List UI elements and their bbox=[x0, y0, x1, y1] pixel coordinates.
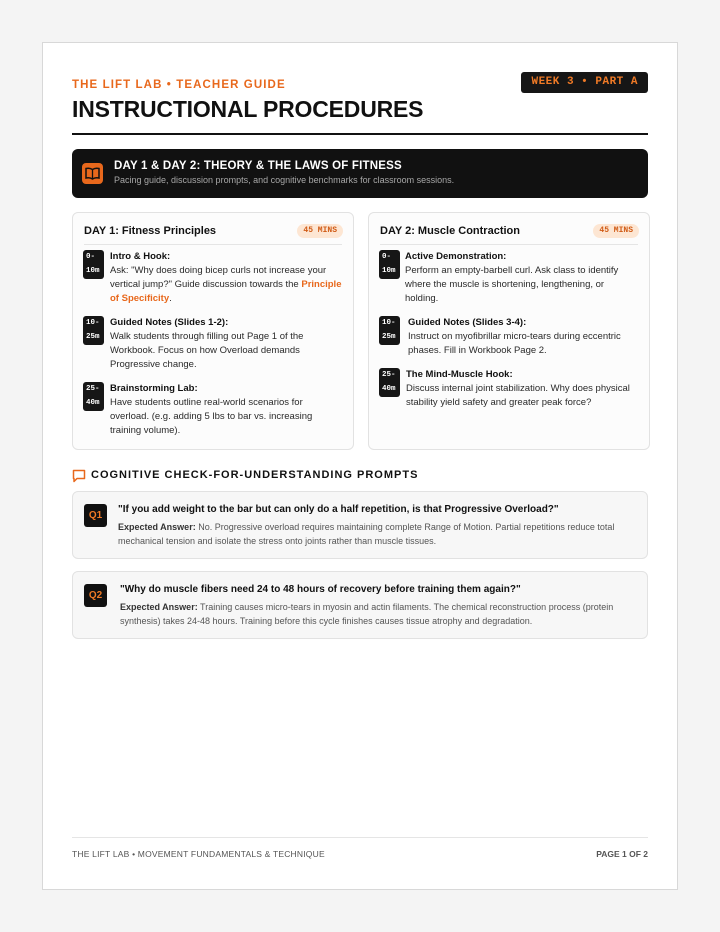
question-card bbox=[72, 491, 648, 559]
answer-text: No. Progressive overload requires maintaining complete Range of Motion. Partial repetitions reduce total mechanical tension and isolate the stress onto joints rather than muscle tissues. bbox=[118, 522, 615, 546]
time-end: 10m bbox=[86, 266, 100, 275]
time-chip bbox=[379, 316, 400, 345]
day-divider bbox=[84, 244, 342, 245]
footer-course-name: THE LIFT LAB • MOVEMENT FUNDAMENTALS & TECHNIQUE bbox=[72, 849, 325, 859]
page-title: INSTRUCTIONAL PROCEDURES bbox=[72, 96, 424, 122]
book-icon bbox=[82, 163, 103, 184]
step-item bbox=[379, 250, 639, 306]
time-start: 10- bbox=[86, 319, 100, 327]
step-body bbox=[406, 368, 639, 410]
answer-text: Training causes micro-tears in myosin and actin filaments. The chemical reconstruction process (protein synthesis) takes 24-48 hours. Training before this cycle finishes causes tissue atrophy and degradation. bbox=[120, 602, 614, 626]
banner-subtitle: Pacing guide, discussion prompts, and cognitive benchmarks for classroom sessions. bbox=[114, 175, 455, 185]
step-text: Instruct on myofibrillar micro-tears during eccentric phases. Fill in Workbook Page 2. bbox=[408, 331, 621, 356]
question-text: "Why do muscle fibers need 24 to 48 hours of recovery before training them again?" bbox=[120, 584, 521, 595]
chat-bubble-icon bbox=[72, 469, 86, 483]
expected-answer bbox=[120, 601, 637, 628]
time-start: 0- bbox=[86, 253, 96, 261]
step-item bbox=[379, 316, 639, 360]
step-body bbox=[408, 316, 639, 358]
step-item bbox=[83, 382, 343, 440]
time-end: 40m bbox=[382, 384, 396, 393]
time-start: 10- bbox=[382, 319, 396, 327]
cfu-section-title: COGNITIVE CHECK-FOR-UNDERSTANDING PROMPTS bbox=[91, 469, 419, 481]
time-end: 10m bbox=[382, 266, 396, 275]
page-number: PAGE 1 OF 2 bbox=[596, 849, 648, 859]
duration-badge: 45 MINS bbox=[297, 224, 343, 238]
step-title: Brainstorming Lab: bbox=[110, 383, 198, 394]
step-body bbox=[110, 250, 343, 306]
step-text bbox=[110, 264, 343, 306]
step-body bbox=[405, 250, 639, 306]
step-title: Intro & Hook: bbox=[110, 251, 171, 262]
step-item bbox=[83, 250, 343, 306]
step-title: Guided Notes (Slides 1-2): bbox=[110, 317, 229, 328]
step-text: Walk students through filling out Page 1 of the Workbook. Focus on how Overload demands Progressive change. bbox=[110, 331, 304, 370]
answer-label: Expected Answer: bbox=[118, 522, 196, 532]
step-body bbox=[110, 382, 343, 438]
step-title: The Mind-Muscle Hook: bbox=[406, 369, 513, 380]
expected-answer bbox=[118, 521, 637, 548]
section-banner bbox=[72, 149, 648, 198]
duration-badge: 45 MINS bbox=[593, 224, 639, 238]
step-title: Active Demonstration: bbox=[405, 251, 507, 262]
week-badge: WEEK 3 • PART A bbox=[521, 72, 648, 93]
time-start: 25- bbox=[382, 371, 396, 379]
day-title: DAY 2: Muscle Contraction bbox=[380, 225, 520, 237]
title-divider bbox=[72, 133, 648, 135]
question-card bbox=[72, 571, 648, 639]
day-title: DAY 1: Fitness Principles bbox=[84, 225, 217, 237]
guide-eyebrow: THE LIFT LAB • TEACHER GUIDE bbox=[72, 79, 286, 91]
time-end: 25m bbox=[382, 332, 396, 341]
step-text: Perform an empty-barbell curl. Ask class to identify where the muscle is shortening, lengthening, or holding. bbox=[405, 265, 619, 304]
time-start: 0- bbox=[382, 253, 392, 261]
time-chip bbox=[379, 250, 400, 279]
principle-highlight: Principle of Specificity bbox=[110, 279, 342, 304]
question-text: "If you add weight to the bar but can only do a half repetition, is that Progressive Overload?" bbox=[118, 504, 559, 515]
step-text-tail: . bbox=[169, 293, 172, 304]
footer-divider bbox=[72, 837, 648, 838]
day-divider bbox=[380, 244, 638, 245]
step-body bbox=[110, 316, 343, 372]
time-chip bbox=[83, 382, 104, 411]
step-title: Guided Notes (Slides 3-4): bbox=[408, 317, 527, 328]
step-item bbox=[379, 368, 639, 426]
step-text-main: Ask: "Why does doing bicep curls not increase your vertical jump?" Guide discussion towards the bbox=[110, 265, 327, 290]
step-text: Discuss internal joint stabilization. Why does physical stability yield safety and greater peak force? bbox=[406, 383, 630, 408]
day-2-card bbox=[368, 212, 650, 450]
answer-label: Expected Answer: bbox=[120, 602, 198, 612]
step-item bbox=[83, 316, 343, 372]
time-end: 40m bbox=[86, 398, 100, 407]
step-text: Have students outline real-world scenarios for overload. (e.g. adding 5 lbs to bar vs. increasing training volume). bbox=[110, 397, 313, 436]
time-start: 25- bbox=[86, 385, 100, 393]
question-number: Q1 bbox=[84, 504, 107, 527]
day-1-card bbox=[72, 212, 354, 450]
banner-title: DAY 1 & DAY 2: THEORY & THE LAWS OF FITNESS bbox=[114, 160, 402, 172]
time-chip bbox=[83, 316, 104, 345]
time-chip bbox=[379, 368, 400, 397]
question-number: Q2 bbox=[84, 584, 107, 607]
time-end: 25m bbox=[86, 332, 100, 341]
document-page bbox=[42, 42, 678, 890]
time-chip bbox=[83, 250, 104, 279]
